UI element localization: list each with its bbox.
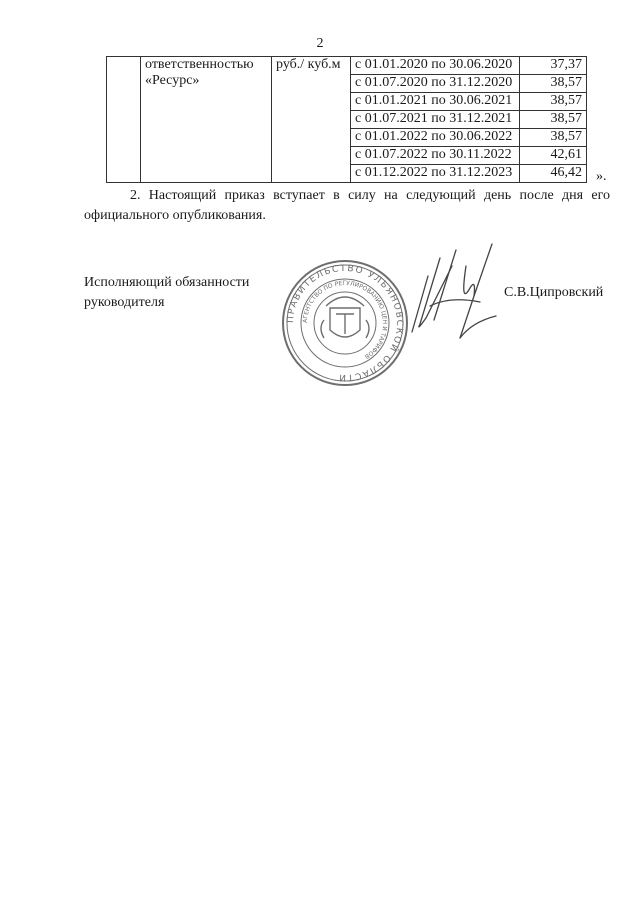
period-cell: с 01.01.2021 по 30.06.2021 (351, 93, 520, 111)
tariff-value-cell: 38,57 (520, 75, 587, 93)
tariff-value-cell: 38,57 (520, 111, 587, 129)
page-number: 2 (316, 36, 324, 51)
signatory-position (84, 273, 249, 313)
signer-name: С.В.Ципровский (504, 285, 604, 300)
official-seal (280, 258, 410, 388)
period-cell: с 01.07.2022 по 30.11.2022 (351, 147, 520, 165)
row-number-cell (107, 57, 141, 183)
closing-quote: ». (596, 169, 607, 184)
period-cell: с 01.07.2020 по 31.12.2020 (351, 75, 520, 93)
seal-graphic (280, 258, 410, 388)
tariff-value-cell: 38,57 (520, 93, 587, 111)
period-cell: с 01.12.2022 по 31.12.2023 (351, 165, 520, 183)
handwritten-signature (400, 236, 510, 346)
tariff-value-cell: 42,61 (520, 147, 587, 165)
period-cell: с 01.01.2022 по 30.06.2022 (351, 129, 520, 147)
tariff-table (106, 56, 587, 183)
unit-cell: руб./ куб.м (272, 57, 351, 183)
coat-of-arms-icon (321, 297, 369, 338)
tariff-value-cell: 37,37 (520, 57, 587, 75)
signature-graphic (400, 236, 510, 346)
seal-inner-text: АГЕНТСТВО ПО РЕГУЛИРОВАНИЮ ЦЕН И ТАРИФОВ (301, 279, 389, 360)
period-cell: с 01.07.2021 по 31.12.2021 (351, 111, 520, 129)
tariff-value-cell: 46,42 (520, 165, 587, 183)
seal-outer-text: ПРАВИТЕЛЬСТВО УЛЬЯНОВСКОЙ ОБЛАСТИ (285, 263, 405, 383)
tariff-value-cell: 38,57 (520, 129, 587, 147)
organization-cell: ответственностью «Ресурс» (141, 57, 272, 183)
position-line-2: руководителя (84, 295, 165, 310)
position-line-1: Исполняющий обязанности (84, 275, 250, 290)
tariff-table-body (107, 57, 587, 183)
table-row (107, 57, 587, 75)
clause-2-text: 2. Настоящий приказ вступает в силу на следующий день после дня его официального опубликования. (84, 188, 610, 223)
period-cell: с 01.01.2020 по 30.06.2020 (351, 57, 520, 75)
